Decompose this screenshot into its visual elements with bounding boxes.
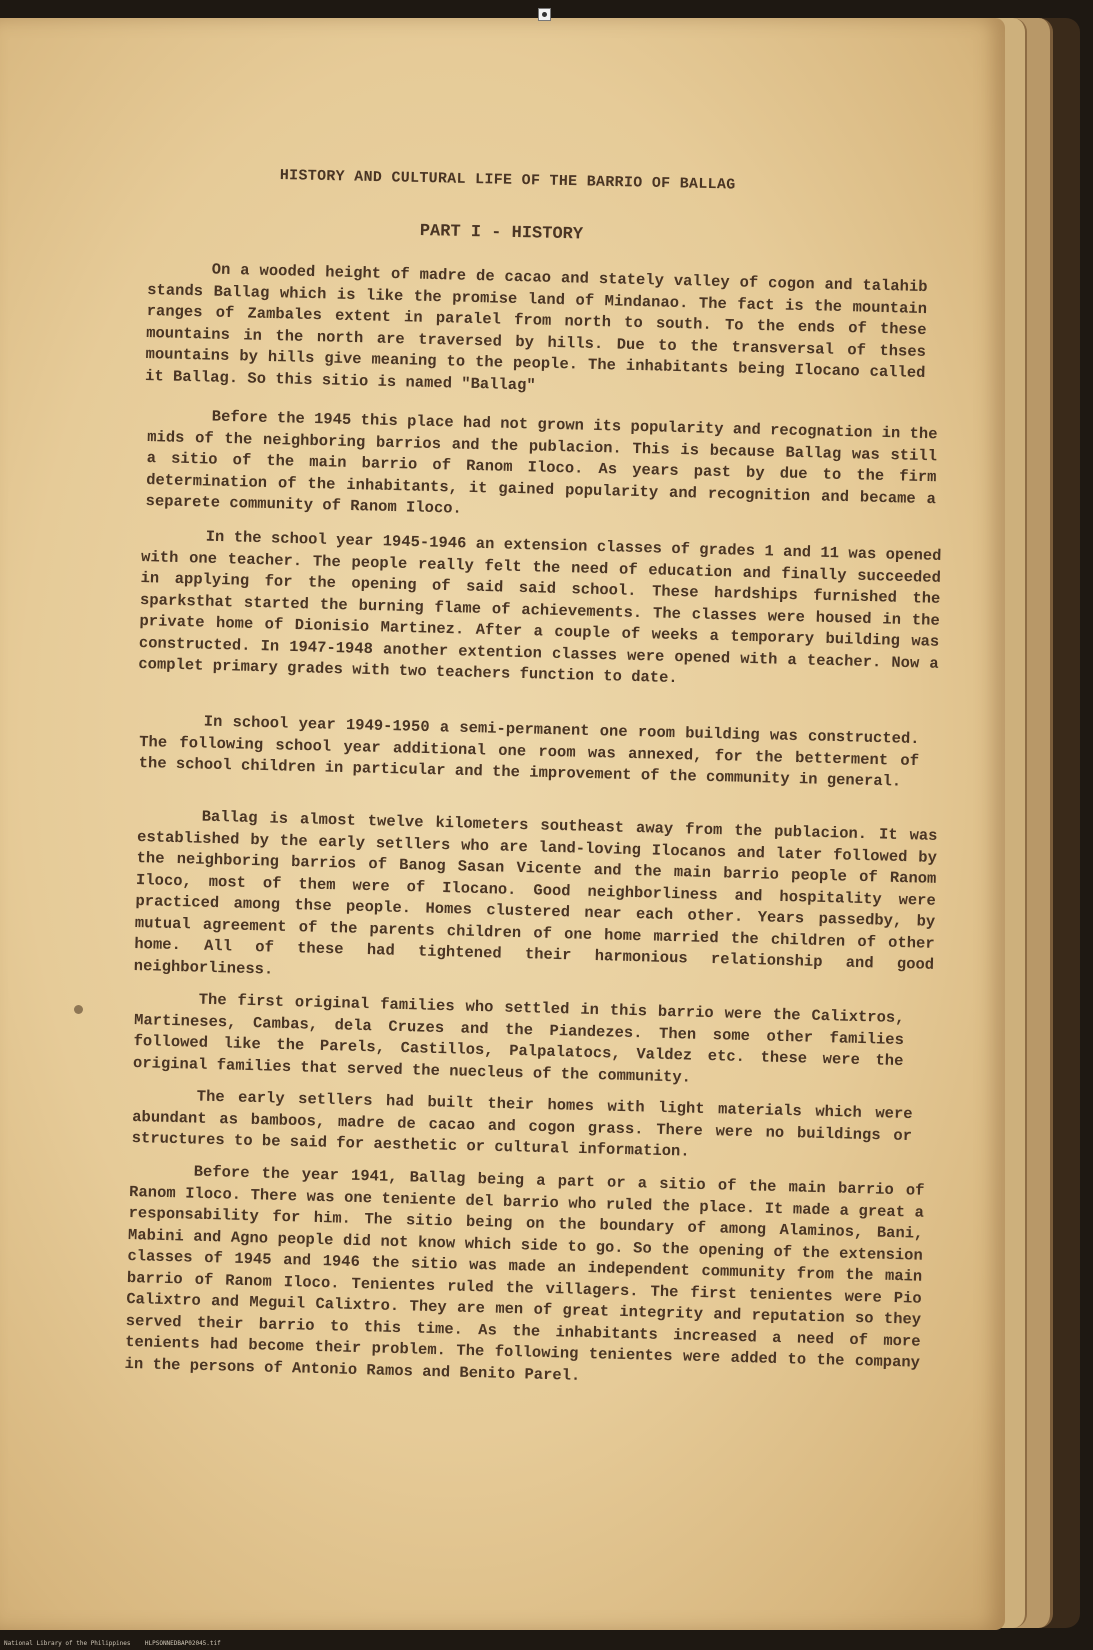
scan-footer-caption: National Library of the Philippines HLPSONNEDBAP02045.tif <box>0 1638 1093 1650</box>
paragraph-text: The first original families who settled in this barrio were the Calixtros, Martineses, Cambas, dela Cruzes and the Piandezes. Then some other families followed like the Parels, Castillos, Palpalatocs, Valdez etc. these were the original families that served the nuecleus of the community. <box>132 990 905 1087</box>
paragraph-text: On a wooded height of madre de cacao and stately valley of cogon and talahib stands Ballag which is like the promise land of Mindanao. The fact is the mountain ranges of Zambales extent in paralel from north to south. To the ends of these mountains in the north are traversed by hills. Due to the transversal of thses mountains by hills give meaning to the people. The inhabitants being Ilocano called it Ballag. So this sitio is named "Ballag" <box>144 260 928 395</box>
paragraph-text: The early setllers had built their homes with light materials which were abundant as bamboos, madre de cacao and cogon grass. There were no buildings or structures to be said for aesthetic or cultural information. <box>131 1087 913 1161</box>
paragraph <box>133 805 937 998</box>
paragraph <box>145 258 928 406</box>
document-title: HISTORY AND CULTURAL LIFE OF THE BARRIO OF BALLAG <box>279 167 736 194</box>
paragraph-text: Before the year 1941, Ballag being a part or a sitio of the main barrio of Ranom Iloco. There was one teniente del barrio who ruled the place. It made a great a responsability for him. The sitio being on the boundary of among Alaminos, Bani, Mabini and Agno people did not know which side to go. So the opening of the extension classes of 1945 and 1946 the sitio was made an independent community from the main barrio of Ranom Iloco. Tenientes ruled the villagers. The first tenientes were Pio Calixtro and Meguil Calixtro. They are men of great integrity and reputation so they served their barrio to this time. As the inhabitants increased a need of more tenients had become their problem. The following tenientes were added to the company in the persons of Antonio Ramos and Benito Parel. <box>124 1162 925 1385</box>
paragraph <box>145 405 937 532</box>
paragraph <box>138 525 942 696</box>
part-heading: PART I - HISTORY <box>419 222 584 245</box>
ink-smudge <box>74 1005 83 1014</box>
paragraph-text: Before the 1945 this place had not grown its popularity and recognation in the mids of the neighboring barrios and the publacion. This is because Ballag was still a sitio of the main barrio of Ranom Iloco. As years past by due to the firm determination of the inhabitants, it gained popularity and recognition and became a separete community of Ranom Iloco. <box>145 407 938 518</box>
paragraph-text: In the school year 1945-1946 an extension classes of grades 1 and 11 was opened with one teacher. The people really felt the need of education and finally succeeded in applying for the opening of said said school. These hardships furnished the sparksthat started the burning flame of achievements. The classes were housed in the private home of Dionisio Martinez. After a couple of weeks a temporary building was constructed. In 1947-1948 another extention classes were opened with a teacher. Now a complet primary grades with two teachers function to date. <box>138 527 942 688</box>
paragraph-text: Ballag is almost twelve kilometers southeast away from the publacion. It was established by the early setllers who are land-loving Ilocanos and later followed by the neighboring barrios of Banog Sasan Vicente and the main barrio people of Ranom Iloco, most of them were of Ilocano. Good neighborliness and hospitality were practiced among thse people. Homes clustered near each other. Years passedby, by mutual agreement of the parents children of one home married the children of other home. All of these had tightened their harmonious relationship and good neighborliness. <box>133 807 938 979</box>
scanner-marker-icon <box>538 8 551 21</box>
paragraph-text: In school year 1949-1950 a semi-permanent one room building was constructed. The following school year additional one room was annexed, for the betterment of the school children in particular and the improvement of the community in general. <box>138 712 920 791</box>
paragraph <box>124 1160 924 1396</box>
